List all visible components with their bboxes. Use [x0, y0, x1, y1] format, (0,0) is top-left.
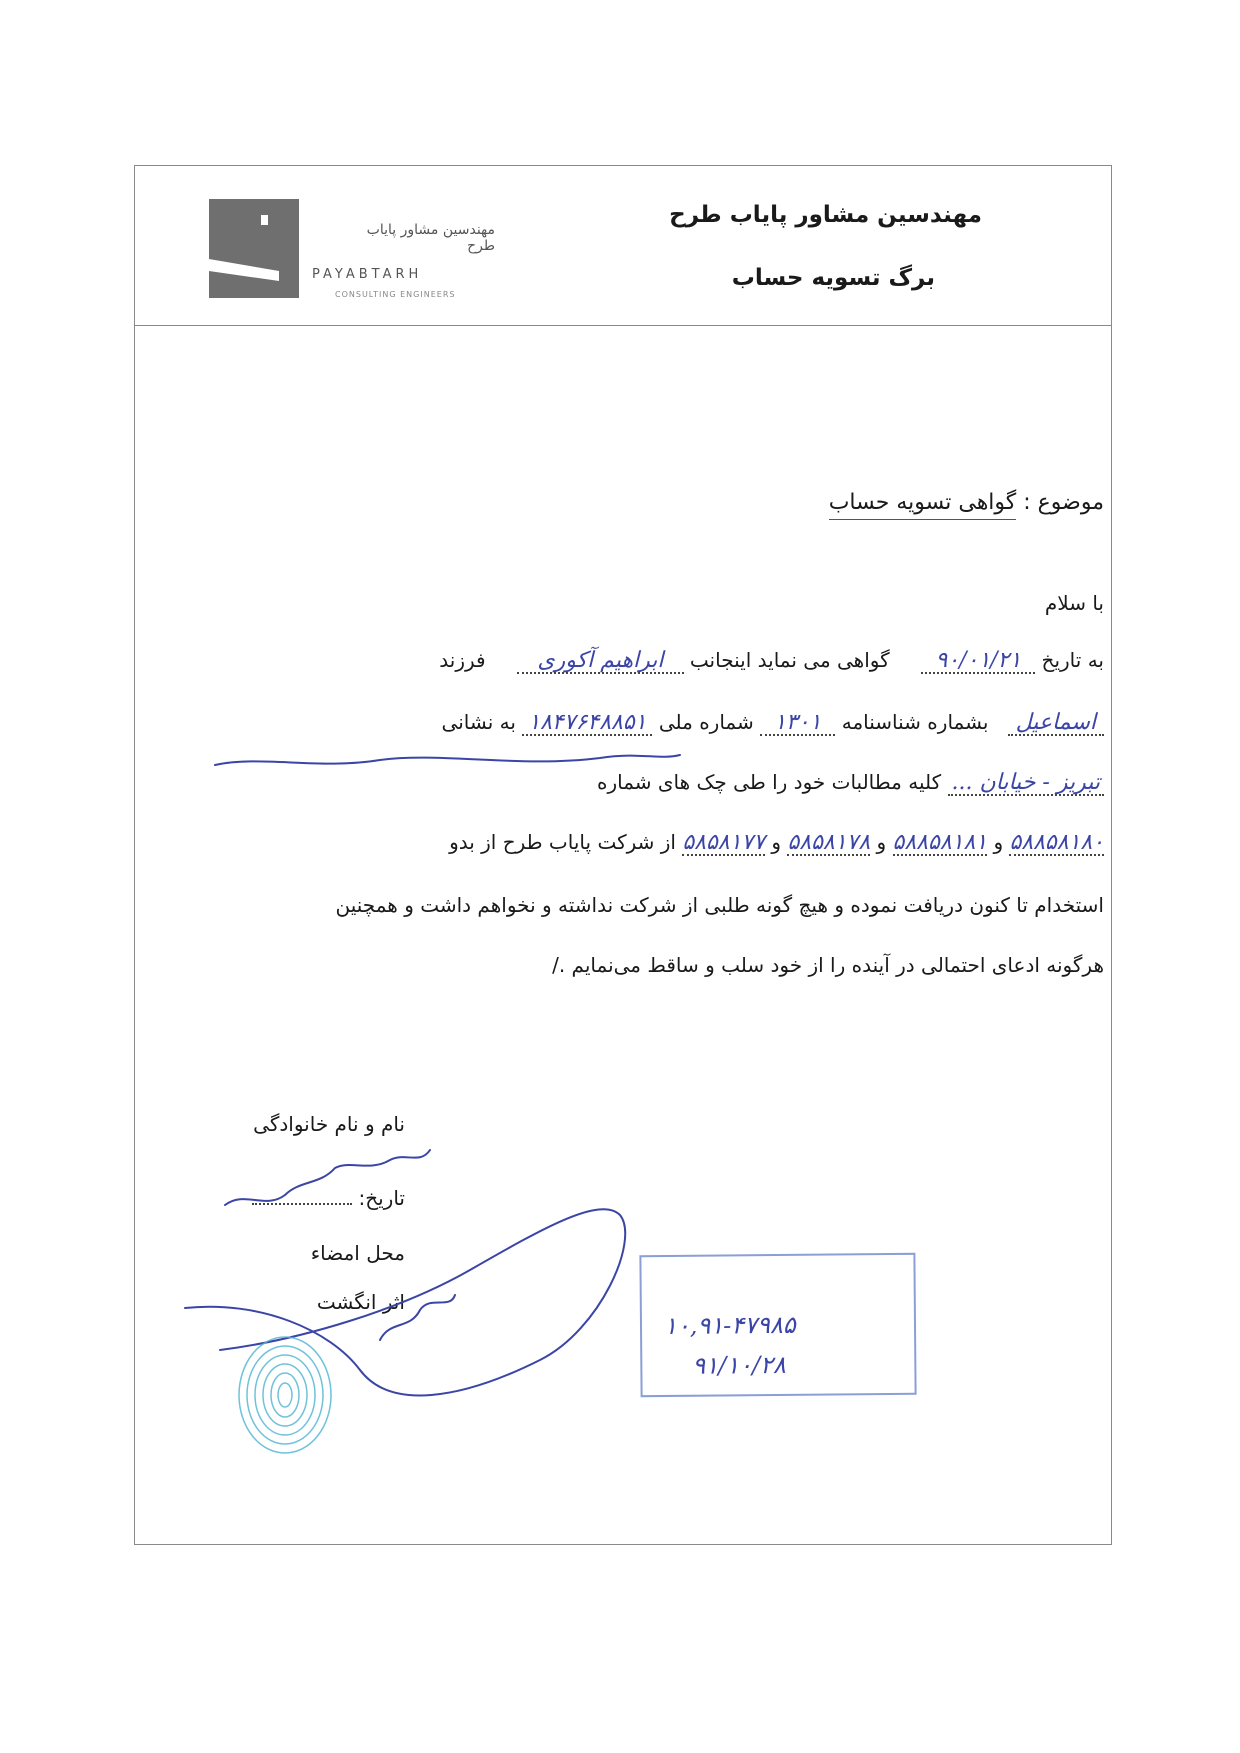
and-2: و: [876, 830, 887, 854]
name-handwritten: ابراهیم آکوری: [537, 648, 664, 673]
form-title: برگ تسویه حساب: [731, 265, 935, 291]
father-handwritten: اسماعیل: [1015, 710, 1096, 735]
cheques-text: کلیه مطالبات خود را طی چک های شماره: [596, 770, 942, 794]
address-scribble: [215, 755, 680, 765]
logo-name-fa: مهندسین مشاور پایاب طرح: [366, 222, 495, 254]
cheque-3-handwritten: ۵۸۵۸۱۷۸: [787, 830, 871, 855]
subject-value: گواهی تسویه حساب: [829, 490, 1017, 520]
cheque-4-handwritten: ۵۸۵۸۱۷۷: [682, 830, 766, 855]
national-handwritten: ۱۸۴۷۶۴۸۸۵۱: [528, 710, 647, 735]
address-handwritten: تبریز - خیابان ...: [951, 770, 1100, 795]
fingerprint-icon: [239, 1337, 331, 1453]
company-title: مهندسین مشاور پایاب طرح: [669, 202, 982, 228]
date-prefix: به تاریخ: [1041, 648, 1104, 672]
sign-date-label: تاریخ:: [358, 1186, 405, 1210]
logo-tagline: CONSULTING ENGINEERS: [335, 290, 456, 299]
signature-label: محل امضاء: [310, 1241, 405, 1265]
and-3: و: [771, 830, 782, 854]
stamp-number: ۱۰,۹۱-۴۷۹۸۵: [663, 1310, 796, 1340]
id-handwritten: ۱۳۰۱: [774, 710, 822, 735]
address-label: به نشانی: [441, 710, 516, 734]
cheque-1-handwritten: ۵۸۸۵۸۱۸۰: [1009, 830, 1104, 855]
body-line-6: هرگونه ادعای احتمالی در آینده را از خود سلب و ساقط می‌نمایم ./: [552, 953, 1104, 977]
date-handwritten: ۹۰/۰۱/۲۱: [935, 648, 1022, 673]
and-1: و: [993, 830, 1004, 854]
certify-text: گواهی می نماید اینجانب: [689, 648, 890, 672]
fingerprint-label: اثر انگشت: [316, 1290, 405, 1314]
company-text: از شرکت پایاب طرح از بدو: [449, 830, 676, 854]
subject-label: موضوع :: [1023, 490, 1104, 515]
greeting: با سلام: [1044, 591, 1104, 615]
body-line-5: استخدام تا کنون دریافت نموده و هیچ گونه طلبی از شرکت نداشته و نخواهم داشت و همچنین: [335, 893, 1104, 917]
id-label: بشماره شناسنامه: [841, 710, 989, 734]
stamp-date: ۹۱/۱۰/۲۸: [692, 1350, 786, 1380]
national-label: شماره ملی: [658, 710, 754, 734]
cheque-2-handwritten: ۵۸۸۵۸۱۸۱: [892, 830, 988, 855]
signature-mark: [380, 1295, 455, 1340]
name-label: نام و نام خانوادگی: [253, 1112, 405, 1136]
signature-name-scribble: [225, 1150, 430, 1205]
logo-name-en: PAYABTARH: [312, 267, 423, 282]
father-label: فرزند: [439, 648, 486, 672]
signature-loop: [185, 1209, 625, 1395]
